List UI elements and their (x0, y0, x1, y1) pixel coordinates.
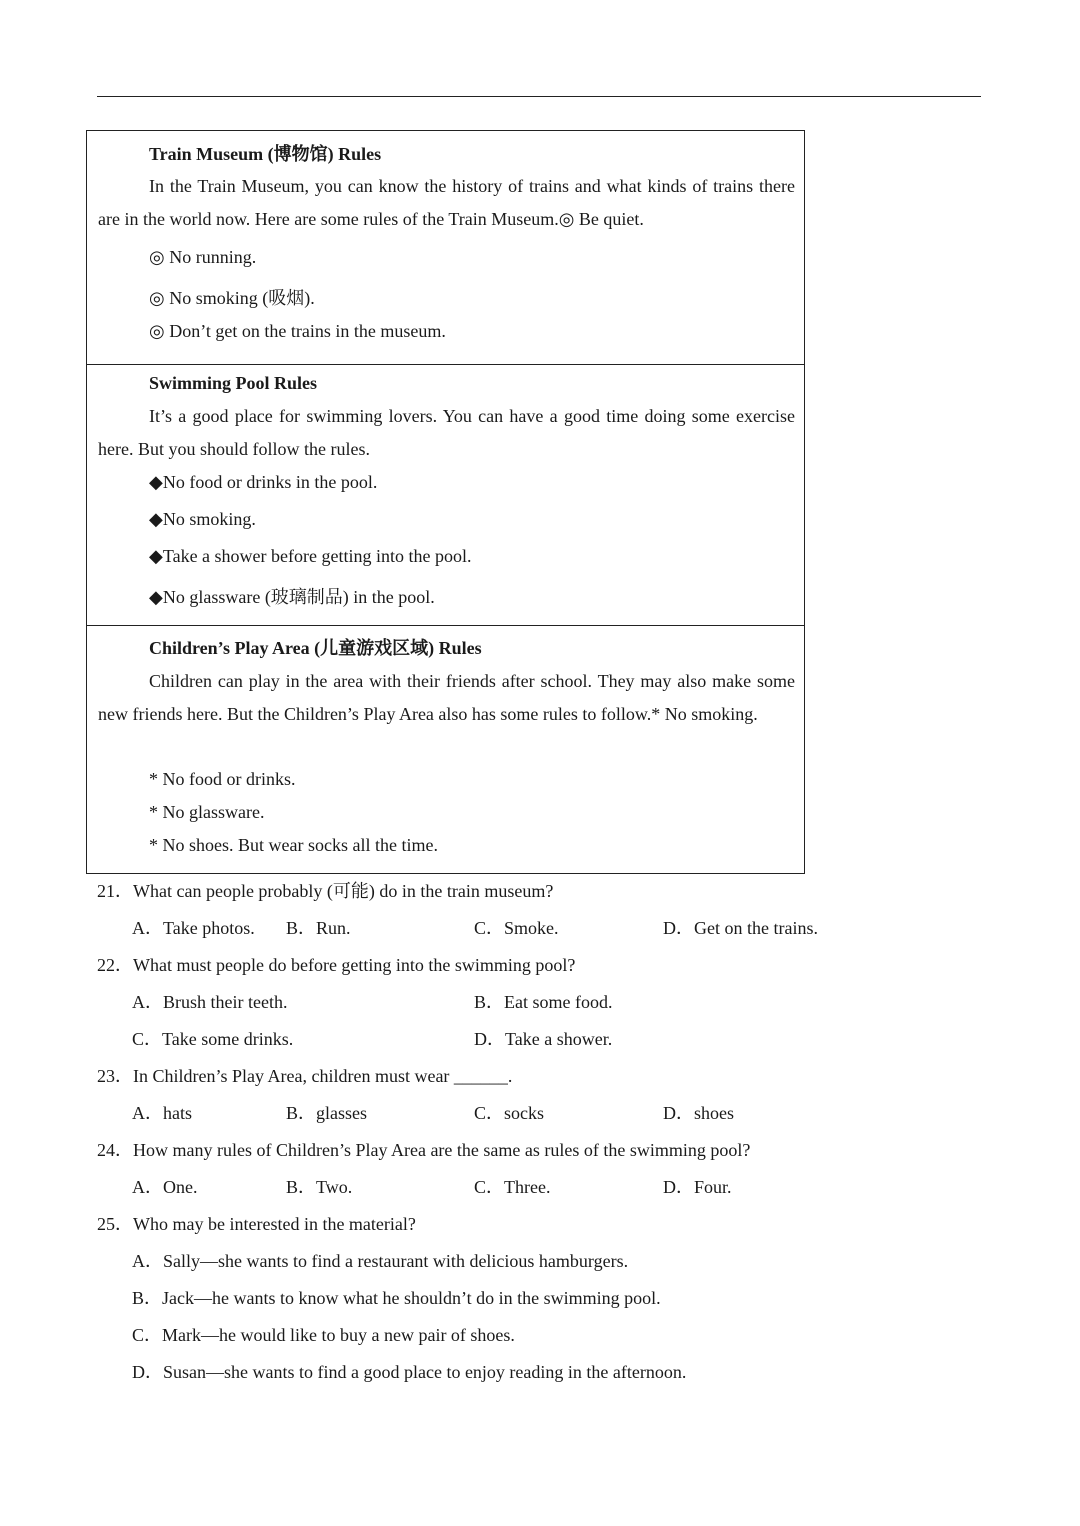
option-24-c[interactable]: C．Three. (474, 1177, 551, 1197)
option-23-c[interactable]: C．socks (474, 1103, 545, 1123)
train-museum-section (87, 131, 804, 364)
option-21-c[interactable]: C．Smoke. (474, 918, 559, 938)
swimming-pool-section (87, 364, 804, 625)
play-area-section (87, 625, 804, 873)
section-paragraph: In the Train Museum, you can know the history of trains and what kinds of trains there are in the world now. Here are some rules of the Train Museum.◎ Be quiet. (98, 176, 795, 229)
option-22-c[interactable]: C．Take some drinks. (132, 1029, 294, 1049)
question-23: 23．In Children’s Play Area, children must wear ______. (97, 1066, 513, 1086)
option-25-a[interactable]: A．Sally—she wants to find a restaurant with delicious hamburgers. (132, 1251, 629, 1271)
option-23-d[interactable]: D．shoes (663, 1103, 734, 1123)
option-24-b[interactable]: B．Two. (286, 1177, 353, 1197)
rule-item: ◎ No smoking (吸烟). (149, 288, 315, 308)
question-21: 21．What can people probably (可能) do in the train museum? (97, 881, 554, 901)
rule-item: ◆Take a shower before getting into the pool. (149, 546, 472, 566)
section-title: Train Museum (博物馆) Rules (149, 144, 382, 164)
rule-item: ◆No food or drinks in the pool. (149, 472, 378, 492)
question-22: 22．What must people do before getting into the swimming pool? (97, 955, 576, 975)
rule-item: * No food or drinks. (149, 769, 296, 789)
section-paragraph: Children can play in the area with their friends after school. They may also make some new friends here. But the Children’s Play Area also has some rules to follow.* No smoking. (98, 671, 795, 724)
section-title: Children’s Play Area (儿童游戏区域) Rules (149, 638, 482, 658)
option-23-b[interactable]: B．glasses (286, 1103, 367, 1123)
section-title: Swimming Pool Rules (149, 373, 318, 393)
section-paragraph: It’s a good place for swimming lovers. You can have a good time doing some exercise here. But you should follow the rules. (98, 406, 795, 459)
option-22-b[interactable]: B．Eat some food. (474, 992, 613, 1012)
option-25-d[interactable]: D．Susan—she wants to find a good place to enjoy reading in the afternoon. (132, 1362, 687, 1382)
option-24-d[interactable]: D．Four. (663, 1177, 732, 1197)
rule-item: ◆No glassware (玻璃制品) in the pool. (149, 587, 435, 607)
rule-item: ◎ No running. (149, 247, 257, 267)
option-25-b[interactable]: B．Jack—he wants to know what he shouldn’t do in the swimming pool. (132, 1288, 661, 1308)
option-21-a[interactable]: A．Take photos. (132, 918, 255, 938)
option-21-d[interactable]: D．Get on the trains. (663, 918, 818, 938)
option-23-a[interactable]: A．hats (132, 1103, 192, 1123)
header-rule (97, 96, 981, 97)
option-22-a[interactable]: A．Brush their teeth. (132, 992, 288, 1012)
rule-item: * No glassware. (149, 802, 265, 822)
rule-item: ◆No smoking. (149, 509, 256, 529)
question-25: 25．Who may be interested in the material? (97, 1214, 416, 1234)
option-24-a[interactable]: A．One. (132, 1177, 198, 1197)
option-22-d[interactable]: D．Take a shower. (474, 1029, 613, 1049)
option-21-b[interactable]: B．Run. (286, 918, 351, 938)
rule-item: ◎ Don’t get on the trains in the museum. (149, 321, 446, 341)
option-25-c[interactable]: C．Mark—he would like to buy a new pair of shoes. (132, 1325, 515, 1345)
question-24: 24．How many rules of Children’s Play Area are the same as rules of the swimming pool? (97, 1140, 751, 1160)
rule-item: * No shoes. But wear socks all the time. (149, 835, 438, 855)
reading-passage-box (86, 130, 805, 874)
